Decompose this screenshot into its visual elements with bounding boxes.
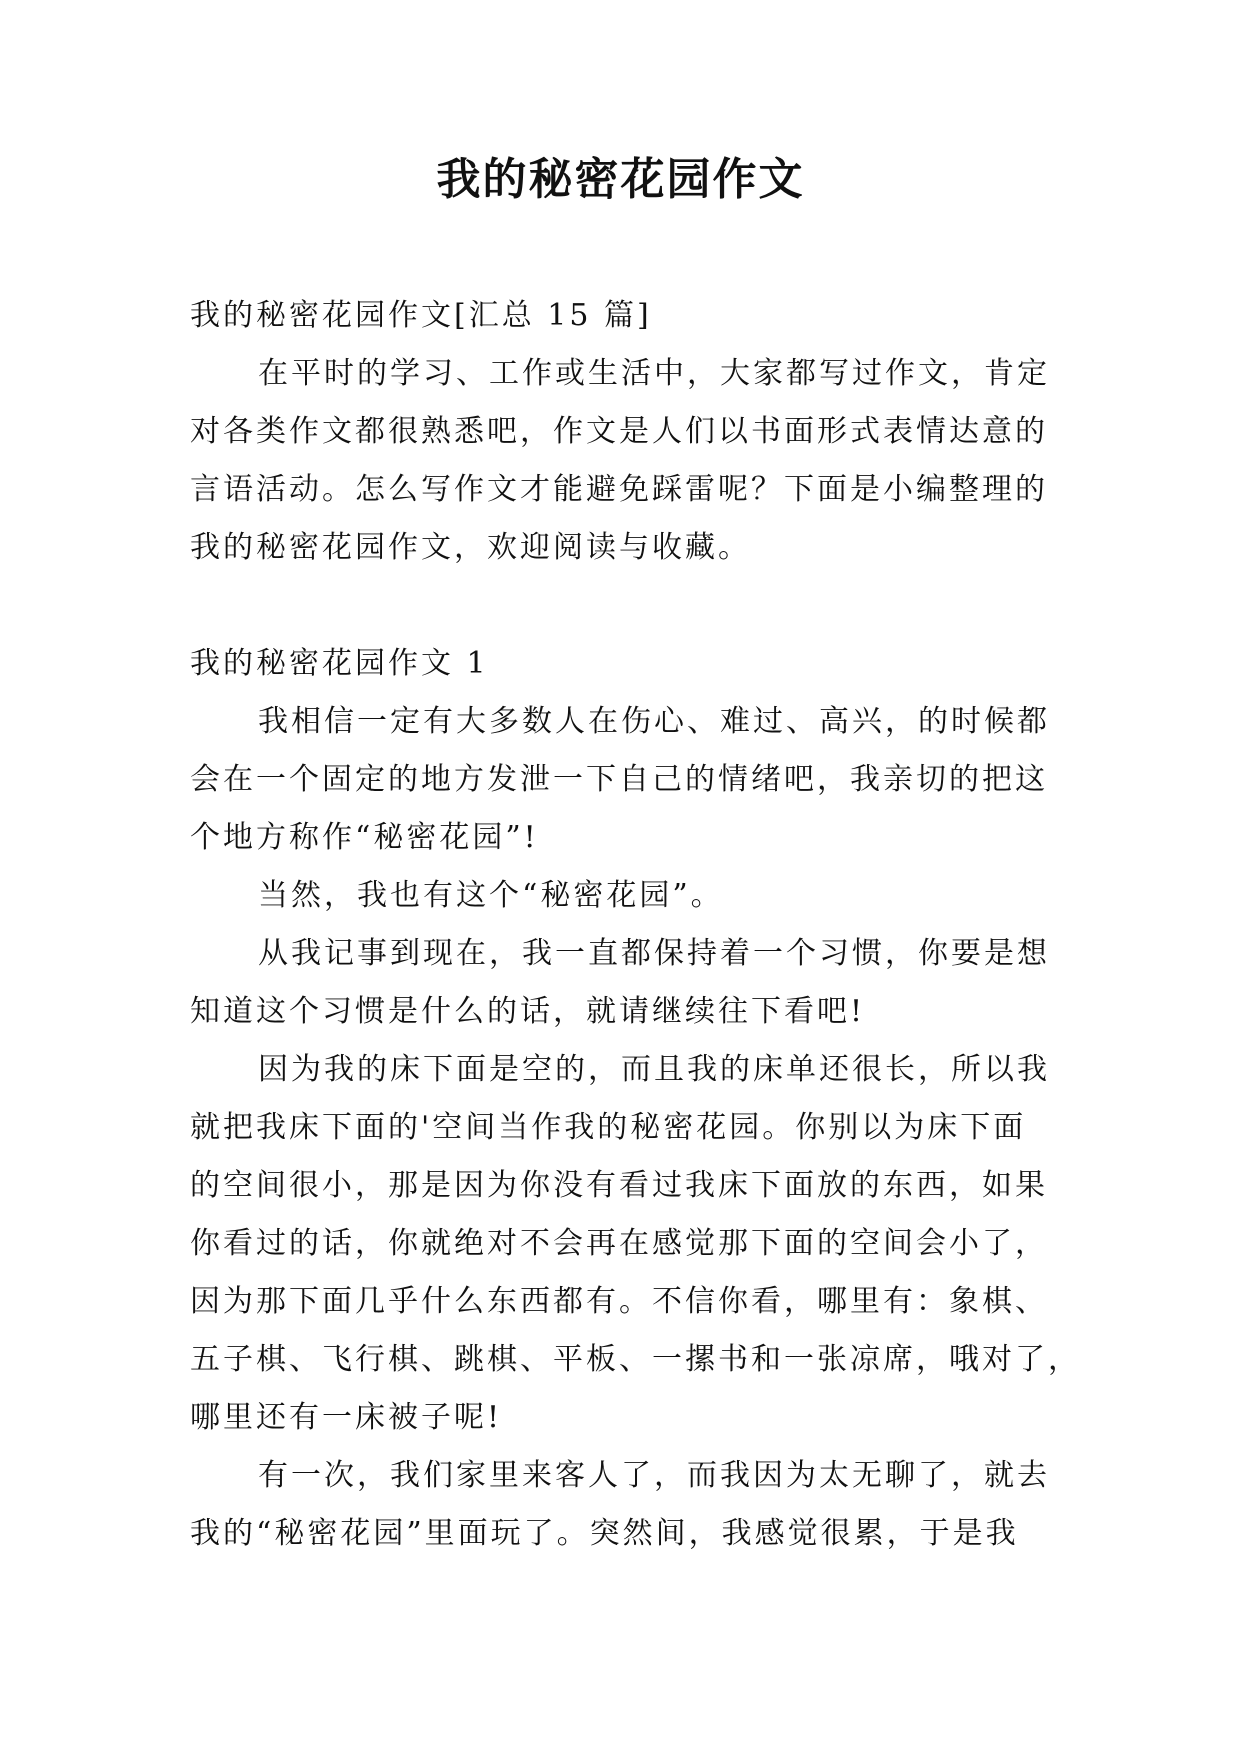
intro-line: 言语活动。怎么写作文才能避免踩雷呢？下面是小编整理的 xyxy=(190,472,1048,507)
body-line: 从我记事到现在，我一直都保持着一个习惯，你要是想 xyxy=(258,936,1050,971)
body-line: 我的“秘密花园”里面玩了。突然间，我感觉很累，于是我 xyxy=(190,1516,1019,1551)
intro-line: 在平时的学习、工作或生活中，大家都写过作文，肯定 xyxy=(258,356,1050,391)
body-line: 因为那下面几乎什么东西都有。不信你看，哪里有：象棋、 xyxy=(190,1284,1048,1319)
section-spacer xyxy=(190,577,1060,635)
body-line: 当然，我也有这个“秘密花园”。 xyxy=(258,878,724,913)
body-line: 五子棋、飞行棋、跳棋、平板、一摞书和一张凉席，哦对了， xyxy=(190,1342,1081,1377)
intro-line: 对各类作文都很熟悉吧，作文是人们以书面形式表情达意的 xyxy=(190,414,1048,449)
body-line: 哪里还有一床被子呢! xyxy=(190,1400,503,1435)
body-line: 个地方称作“秘密花园”! xyxy=(190,820,539,855)
body-line: 我相信一定有大多数人在伤心、难过、高兴，的时候都 xyxy=(258,704,1050,739)
body-line: 的空间很小，那是因为你没有看过我床下面放的东西，如果 xyxy=(190,1168,1048,1203)
section-heading: 我的秘密花园作文 1 xyxy=(190,646,489,681)
body-line: 就把我床下面的'空间当作我的秘密花园。你别以为床下面 xyxy=(190,1110,1027,1145)
body-line: 因为我的床下面是空的，而且我的床单还很长，所以我 xyxy=(258,1052,1050,1087)
document-subtitle: 我的秘密花园作文[汇总 15 篇] xyxy=(190,298,652,333)
body-line: 你看过的话，你就绝对不会再在感觉那下面的空间会小了， xyxy=(190,1226,1048,1261)
body-line: 知道这个习惯是什么的话，就请继续往下看吧! xyxy=(190,994,866,1029)
intro-line: 我的秘密花园作文，欢迎阅读与收藏。 xyxy=(190,530,751,565)
document-body xyxy=(190,287,1081,1563)
body-line: 会在一个固定的地方发泄一下自己的情绪吧，我亲切的把这 xyxy=(190,762,1048,797)
body-line: 有一次，我们家里来客人了，而我因为太无聊了，就去 xyxy=(258,1458,1050,1493)
document-title: 我的秘密花园作文 xyxy=(436,154,805,205)
